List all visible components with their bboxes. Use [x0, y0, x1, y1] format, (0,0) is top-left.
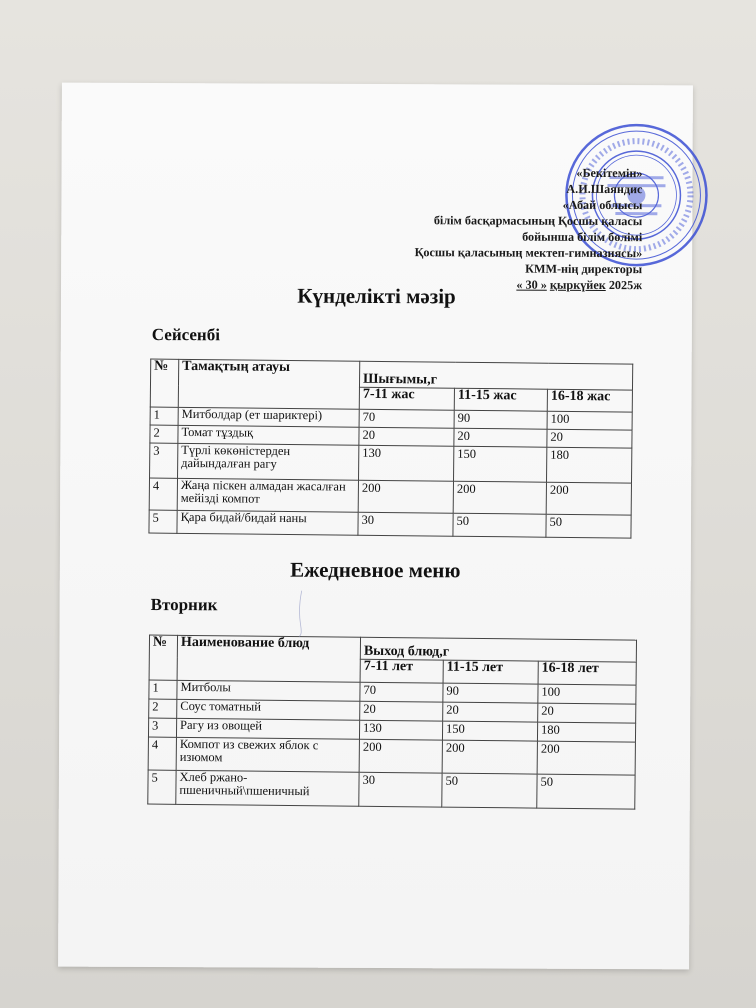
row-number: 1 [149, 680, 177, 699]
amount-7-11: 20 [359, 427, 454, 446]
amount-16-18: 100 [547, 411, 632, 430]
header-age-11-15: 11-15 лет [443, 660, 538, 684]
amount-16-18: 200 [546, 482, 631, 515]
amount-16-18: 180 [537, 722, 635, 742]
header-output: Выход блюд,г [360, 637, 636, 662]
amount-16-18: 50 [546, 514, 631, 538]
header-num: № [150, 359, 179, 407]
amount-11-15: 20 [443, 702, 538, 722]
table-header-row [149, 635, 636, 662]
amount-7-11: 30 [358, 512, 453, 536]
dish-name: Митболы [177, 680, 360, 701]
amount-16-18: 100 [538, 684, 636, 704]
header-num: № [149, 635, 177, 680]
russian-menu-title: Ежедневное меню [290, 557, 461, 583]
date-year: 2025ж [608, 278, 643, 293]
table-row [148, 770, 635, 809]
approval-heading: «Бекітемін» [576, 165, 643, 181]
row-number: 2 [149, 699, 177, 718]
amount-7-11: 130 [359, 720, 442, 740]
amount-7-11: 130 [359, 445, 454, 481]
header-dish-name: Тамақтың атауы [178, 359, 359, 409]
date-month: қыркүйек [549, 277, 606, 293]
approver-name: А.И.Шаяндис [566, 181, 643, 197]
document-sheet [58, 83, 693, 970]
dish-name: Түрлі көкөністерден дайындалған рагу [178, 443, 359, 480]
date-day: « 30 » [516, 277, 547, 292]
dish-name: Рагу из овощей [176, 718, 359, 739]
row-number: 3 [150, 443, 178, 478]
row-number: 5 [148, 770, 176, 804]
dish-name: Соус томатный [177, 699, 360, 720]
amount-11-15: 150 [453, 446, 546, 482]
table-header-row [150, 359, 632, 390]
header-age-11-15: 11-15 жас [454, 388, 547, 411]
approval-line: білім басқармасының Қосшы қаласы [433, 213, 643, 229]
pen-mark [298, 589, 304, 639]
approval-line: Қосшы қаласының мектеп-гимназиясы» [414, 245, 643, 261]
amount-11-15: 20 [454, 428, 547, 447]
row-number: 5 [149, 510, 177, 533]
header-age-16-18: 16-18 жас [547, 389, 632, 412]
table-row [149, 510, 631, 538]
russian-day-label: Вторник [150, 595, 218, 615]
amount-7-11: 20 [360, 701, 443, 721]
kazakh-menu-table [148, 359, 633, 539]
approval-line: «Абай облысы [562, 197, 643, 213]
row-number: 1 [150, 407, 178, 425]
dish-name: Қара бидай/бидай наны [177, 510, 358, 535]
amount-16-18: 20 [547, 429, 632, 448]
amount-7-11: 200 [358, 480, 453, 513]
amount-11-15: 150 [442, 721, 537, 741]
header-age-16-18: 16-18 лет [538, 661, 636, 685]
dish-name: Митболдар (ет шариктері) [178, 407, 359, 427]
amount-7-11: 30 [359, 772, 442, 807]
header-output: Шығымы,г [359, 361, 632, 390]
dish-name: Компот из свежих яблок с изюмом [176, 737, 359, 772]
amount-11-15: 50 [442, 773, 537, 808]
amount-11-15: 90 [454, 410, 547, 429]
row-number: 4 [149, 478, 177, 510]
kazakh-menu-title: Күнделікті мәзір [297, 283, 456, 309]
amount-7-11: 200 [359, 739, 442, 773]
approval-block [342, 164, 643, 293]
amount-11-15: 200 [442, 740, 537, 774]
dish-name: Жаңа піскен алмадан жасалған мейізді компот [177, 478, 358, 512]
amount-11-15: 200 [453, 481, 546, 514]
dish-name: Хлеб ржано-пшеничный\пшеничный [176, 770, 359, 806]
row-number: 4 [148, 737, 176, 770]
amount-7-11: 70 [360, 682, 443, 702]
russian-menu-table [147, 635, 637, 810]
header-dish-name: Наименование блюд [177, 635, 360, 682]
approval-line: КММ-нің директоры [525, 261, 643, 277]
dish-name: Томат тұздық [178, 425, 359, 445]
kazakh-day-label: Сейсенбі [151, 325, 221, 345]
header-age-7-11: 7-11 жас [359, 387, 454, 410]
amount-11-15: 50 [453, 513, 546, 537]
amount-16-18: 180 [546, 447, 631, 483]
amount-16-18: 50 [537, 774, 635, 809]
amount-16-18: 20 [538, 703, 636, 723]
row-number: 2 [150, 425, 178, 443]
amount-16-18: 200 [537, 741, 635, 775]
amount-7-11: 70 [359, 409, 454, 428]
table-row [150, 443, 632, 483]
amount-11-15: 90 [443, 683, 538, 703]
row-number: 3 [148, 718, 176, 737]
approval-line: бойынша білім бөлімі [522, 229, 643, 245]
header-age-7-11: 7-11 лет [360, 659, 443, 683]
